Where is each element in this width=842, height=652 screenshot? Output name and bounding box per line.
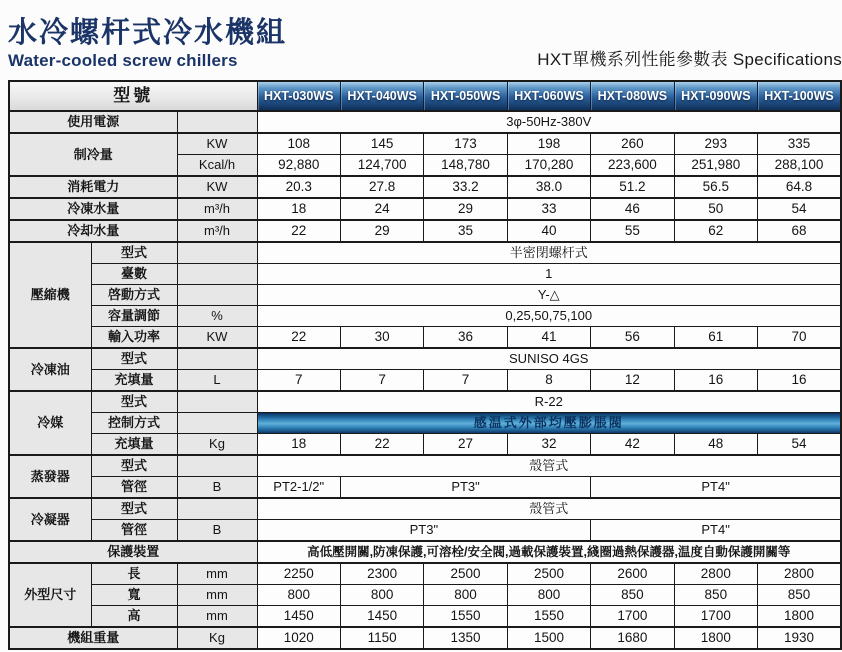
value-cell: 33.2 [424, 176, 507, 198]
value-cell: PT4" [591, 520, 841, 542]
model-header: HXT-060WS [507, 81, 590, 111]
value-cell: 1800 [758, 606, 841, 628]
value-cell: 64.8 [758, 176, 841, 198]
unit-cell-empty [177, 455, 257, 477]
value-cell: 半密閉螺杆式 [257, 242, 841, 264]
dimension-height-row [9, 606, 841, 628]
value-cell: 3φ-50Hz-380V [257, 111, 841, 133]
unit-cell-empty [177, 413, 257, 434]
value-cell: 1700 [591, 606, 674, 628]
value-cell: 108 [257, 133, 340, 155]
unit-cell: m³/h [177, 220, 257, 242]
value-cell: 170,280 [507, 155, 590, 177]
value-cell: 1450 [340, 606, 423, 628]
row-label: 型式 [91, 455, 177, 477]
value-cell: 22 [340, 434, 423, 456]
value-cell: 48 [674, 434, 757, 456]
value-cell: 70 [758, 327, 841, 349]
row-label: 冷却水量 [9, 220, 177, 242]
series-subtitle: HXT單機系列性能參數表 Specifications [537, 50, 842, 69]
unit-cell-empty [177, 264, 257, 285]
value-cell: 850 [674, 585, 757, 606]
value-cell: Y-△ [257, 285, 841, 306]
value-cell: 7 [257, 370, 340, 392]
model-header: HXT-040WS [340, 81, 423, 111]
evaporator-type-row [9, 455, 841, 477]
value-cell: 42 [591, 434, 674, 456]
masthead [8, 7, 842, 71]
value-cell: 56 [591, 327, 674, 349]
value-cell-highlighted: 感温式外部均壓膨脹閥 [257, 413, 841, 434]
row-label: 管徑 [91, 520, 177, 542]
value-cell: 260 [591, 133, 674, 155]
row-label: 輸入功率 [91, 327, 177, 349]
value-cell: 50 [674, 198, 757, 220]
value-cell: 56.5 [674, 176, 757, 198]
refrigerant-charge-row [9, 434, 841, 456]
row-label: 冷凍水量 [9, 198, 177, 220]
compressor-input-power-row [9, 327, 841, 349]
value-cell: 33 [507, 198, 590, 220]
unit-cell-empty [177, 348, 257, 370]
value-cell: 高低壓開關,防凍保護,可溶栓/安全閥,過載保護裝置,綫圈過熱保護器,温度自動保護開關等 [257, 541, 841, 563]
value-cell: 198 [507, 133, 590, 155]
condenser-type-row [9, 498, 841, 520]
value-cell: 30 [340, 327, 423, 349]
value-cell: 850 [758, 585, 841, 606]
unit-cell: Kcal/h [177, 155, 257, 177]
value-cell: 29 [424, 198, 507, 220]
value-cell: 2300 [340, 563, 423, 585]
value-cell: 293 [674, 133, 757, 155]
value-cell: 1700 [674, 606, 757, 628]
value-cell: 2800 [758, 563, 841, 585]
value-cell: 32 [507, 434, 590, 456]
value-cell: 38.0 [507, 176, 590, 198]
oil-type-row [9, 348, 841, 370]
unit-cell-empty [177, 285, 257, 306]
row-label: 消耗電力 [9, 176, 177, 198]
row-label: 型式 [91, 348, 177, 370]
value-cell: 36 [424, 327, 507, 349]
value-cell: 27 [424, 434, 507, 456]
value-cell: 20.3 [257, 176, 340, 198]
condenser-pipe-row [9, 520, 841, 542]
value-cell: 2600 [591, 563, 674, 585]
section-label: 蒸發器 [9, 455, 91, 498]
value-cell: 1500 [507, 627, 590, 649]
row-label: 使用電源 [9, 111, 177, 133]
value-cell: 8 [507, 370, 590, 392]
value-cell: 7 [424, 370, 507, 392]
unit-cell: mm [177, 563, 257, 585]
value-cell: 800 [257, 585, 340, 606]
value-cell: 18 [257, 198, 340, 220]
unit-cell-empty [177, 498, 257, 520]
unit-cell: % [177, 306, 257, 327]
compressor-type-row [9, 242, 841, 264]
page-title-en: Water-cooled screw chillers [8, 51, 238, 70]
row-label: 容量調節 [91, 306, 177, 327]
value-cell: 1550 [424, 606, 507, 628]
value-cell: 251,980 [674, 155, 757, 177]
unit-cell: Kg [177, 434, 257, 456]
row-label: 充填量 [91, 370, 177, 392]
unit-cell: B [177, 477, 257, 499]
value-cell: 0,25,50,75,100 [257, 306, 841, 327]
dimension-width-row [9, 585, 841, 606]
value-cell: PT3" [257, 520, 591, 542]
row-label: 制冷量 [9, 133, 177, 176]
value-cell: 1020 [257, 627, 340, 649]
unit-cell: L [177, 370, 257, 392]
value-cell: 850 [591, 585, 674, 606]
value-cell: 殼管式 [257, 455, 841, 477]
value-cell: 18 [257, 434, 340, 456]
row-label: 充填量 [91, 434, 177, 456]
model-header: HXT-100WS [758, 81, 841, 111]
value-cell: 1680 [591, 627, 674, 649]
row-label: 高 [91, 606, 177, 628]
model-header: HXT-030WS [257, 81, 340, 111]
model-header-row [9, 81, 841, 111]
value-cell: 54 [758, 198, 841, 220]
row-label: 長 [91, 563, 177, 585]
model-header: HXT-050WS [424, 81, 507, 111]
protection-row [9, 541, 841, 563]
value-cell: 800 [507, 585, 590, 606]
value-cell: 2500 [424, 563, 507, 585]
section-label: 冷媒 [9, 391, 91, 455]
value-cell: 173 [424, 133, 507, 155]
value-cell: 223,600 [591, 155, 674, 177]
oil-charge-row [9, 370, 841, 392]
value-cell: 7 [340, 370, 423, 392]
value-cell: 29 [340, 220, 423, 242]
value-cell: 40 [507, 220, 590, 242]
unit-cell: KW [177, 133, 257, 155]
value-cell: 2800 [674, 563, 757, 585]
value-cell: 335 [758, 133, 841, 155]
unit-cell-empty [177, 242, 257, 264]
value-cell: 51.2 [591, 176, 674, 198]
refrigerant-control-row [9, 413, 841, 434]
unit-cell: mm [177, 606, 257, 628]
value-cell: 22 [257, 220, 340, 242]
row-label: 機組重量 [9, 627, 177, 649]
cooling-capacity-kw-row [9, 133, 841, 155]
compressor-qty-row [9, 264, 841, 285]
dimension-length-row [9, 563, 841, 585]
chilled-water-row [9, 198, 841, 220]
unit-cell-empty [177, 391, 257, 413]
value-cell: 124,700 [340, 155, 423, 177]
value-cell: 22 [257, 327, 340, 349]
value-cell: 1350 [424, 627, 507, 649]
value-cell: 1550 [507, 606, 590, 628]
value-cell: 61 [674, 327, 757, 349]
value-cell: 92,880 [257, 155, 340, 177]
value-cell: PT2-1/2" [257, 477, 340, 499]
value-cell: 1930 [758, 627, 841, 649]
value-cell: 24 [340, 198, 423, 220]
row-label: 啓動方式 [91, 285, 177, 306]
section-label: 冷凝器 [9, 498, 91, 541]
row-label: 寬 [91, 585, 177, 606]
value-cell: PT3" [340, 477, 590, 499]
unit-cell: KW [177, 327, 257, 349]
unit-cell: KW [177, 176, 257, 198]
row-label: 型式 [91, 242, 177, 264]
unit-cell: Kg [177, 627, 257, 649]
value-cell: 35 [424, 220, 507, 242]
value-cell: 62 [674, 220, 757, 242]
power-supply-row [9, 111, 841, 133]
value-cell: 41 [507, 327, 590, 349]
value-cell: 148,780 [424, 155, 507, 177]
model-header: HXT-090WS [674, 81, 757, 111]
value-cell: SUNISO 4GS [257, 348, 841, 370]
refrigerant-type-row [9, 391, 841, 413]
row-label: 控制方式 [91, 413, 177, 434]
page [8, 0, 842, 650]
value-cell: PT4" [591, 477, 841, 499]
value-cell: 27.8 [340, 176, 423, 198]
value-cell: 1 [257, 264, 841, 285]
value-cell: 2500 [507, 563, 590, 585]
row-label: 型式 [91, 391, 177, 413]
unit-cell: B [177, 520, 257, 542]
value-cell: 12 [591, 370, 674, 392]
row-label: 型式 [91, 498, 177, 520]
value-cell: 54 [758, 434, 841, 456]
row-label: 保護裝置 [9, 541, 257, 563]
value-cell: 1450 [257, 606, 340, 628]
model-header-label: 型號 [9, 81, 257, 111]
section-label: 壓縮機 [9, 242, 91, 348]
section-label: 冷凍油 [9, 348, 91, 391]
value-cell: 800 [424, 585, 507, 606]
title-block [8, 18, 287, 71]
row-label: 臺數 [91, 264, 177, 285]
weight-row [9, 627, 841, 649]
value-cell: 46 [591, 198, 674, 220]
compressor-capacity-row [9, 306, 841, 327]
value-cell: 1150 [340, 627, 423, 649]
spec-table [8, 80, 842, 650]
compressor-start-row [9, 285, 841, 306]
value-cell: R-22 [257, 391, 841, 413]
value-cell: 288,100 [758, 155, 841, 177]
model-header: HXT-080WS [591, 81, 674, 111]
value-cell: 2250 [257, 563, 340, 585]
value-cell: 145 [340, 133, 423, 155]
value-cell: 55 [591, 220, 674, 242]
value-cell: 68 [758, 220, 841, 242]
cooling-water-row [9, 220, 841, 242]
value-cell: 800 [340, 585, 423, 606]
value-cell: 16 [674, 370, 757, 392]
power-consumption-row [9, 176, 841, 198]
value-cell: 1800 [674, 627, 757, 649]
unit-cell: m³/h [177, 198, 257, 220]
row-label: 管徑 [91, 477, 177, 499]
value-cell: 殼管式 [257, 498, 841, 520]
value-cell: 16 [758, 370, 841, 392]
page-title-zh: 水冷螺杆式冷水機組 [8, 17, 288, 50]
unit-cell-empty [177, 111, 257, 133]
unit-cell: mm [177, 585, 257, 606]
evaporator-pipe-row [9, 477, 841, 499]
section-label: 外型尺寸 [9, 563, 91, 627]
